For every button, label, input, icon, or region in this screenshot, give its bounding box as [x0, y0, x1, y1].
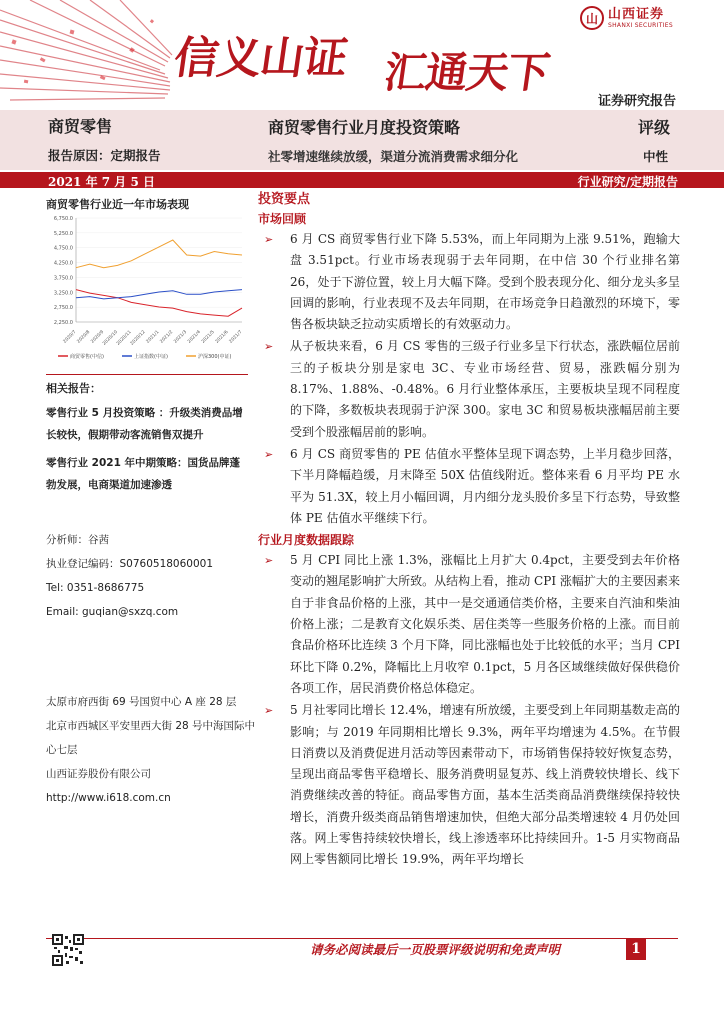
- chart-series-line: [76, 240, 242, 268]
- company-logo: [580, 6, 673, 30]
- chart-x-tick-label: 2020/7: [62, 329, 78, 345]
- bullet-paragraph: ➢ 6 月 CS 商贸零售行业下降 5.53%，而上年同期为上涨 9.51%，跑输大盘 3.51pct。行业市场表现弱于去年同期，在中信 30 个行业排名第 26，处于下游位置，较上月大幅下降。受到个股表现分化、细分龙头多呈回调的影响，行业表现不及去年同期，在市场竞争日趋激烈的环境下，零售各板块缺乏拉动实质增长的有效驱动力。: [258, 229, 680, 335]
- report-type: 行业研究/定期报告: [577, 175, 678, 189]
- chart-svg: [46, 210, 248, 368]
- chart-x-tick-label: 2021/4: [187, 329, 202, 345]
- chart-x-tick-label: 2021/6: [214, 329, 230, 345]
- chart-x-tick-label: 2020/8: [76, 329, 92, 345]
- company-info: [46, 690, 256, 810]
- report-title: 商贸零售行业月度投资策略: [268, 118, 461, 137]
- sector-label: 商贸零售: [48, 117, 113, 136]
- related-reports-header: 相关报告：: [46, 382, 101, 395]
- market-performance-chart: [46, 210, 248, 368]
- logo-name-cn: 山西证券: [608, 6, 665, 22]
- chart-y-tick-label: 3,750.0: [53, 275, 73, 282]
- bullet-paragraph: ➢ 5 月社零同比增长 12.4%，增速有所放缓，主要受到上年同期基数走高的影响；与 2019 年同期相比增长 9.3%，两年平均增速为 4.5%。在节假日消费以及消费促进月活动等因素带动下，市场销售保持较好恢复态势，呈现出商品零售平稳增长、服务消费明显复苏、线上消费较快增长、线下消费继续改善的特征。商品零售方面，基本生活类商品消费继续保持较快增长，消费升级类商品销售增速加快，但绝大部分品类增速较 4 月仍处回落。网上零售持续较快增长，线上渗透率环比持续回升。1-5 月实物商品网上零售额同比增长 19.9%，两年平均增长: [258, 700, 680, 870]
- footer-disclaimer: 请务必阅读最后一页股票评级说明和免责声明: [310, 942, 561, 957]
- report-date: 2021 年 7 月 5 日: [48, 175, 155, 189]
- chart-series-line: [76, 290, 242, 317]
- bullet-paragraph: ➢ 6 月 CS 商贸零售的 PE 估值水平整体呈现下调态势，上半月稳步回落，下半月降幅趋缓，月末降至 50X 估值线附近。整体来看 6 月平均 PE 水平为 51.3X，较上月小幅回调，月内细分龙头股价多呈下行态势，导致整体 PE 估值水平继续下行。: [258, 444, 680, 529]
- chart-x-tick-label: 2020/12: [129, 329, 147, 347]
- chart-y-tick-label: 4,250.0: [53, 260, 73, 267]
- chart-x-tick-label: 2020/10: [102, 329, 119, 347]
- bullet-paragraph: ➢ 从子板块来看，6 月 CS 零售的三级子行业多呈下行状态，涨跌幅位居前三的子板块分别是家电 3C、专业市场经营、贸易，涨跌幅分别为 8.17%、1.88%、-0.48%。6 月行业整体承压，主要板块呈现不同程度的下降，多数板块表现弱于沪深 300。家电 3C 和贸易板块涨幅居前主要受到个股涨幅居前的影响。: [258, 336, 680, 442]
- qr-code-icon: [52, 934, 84, 966]
- chart-legend-label: 上证指数(中证): [134, 354, 168, 360]
- company-name: 山西证券股份有限公司: [46, 768, 151, 780]
- logo-mark-icon: 山: [580, 6, 604, 30]
- date-bar: [0, 172, 724, 188]
- chart-legend-label: 商贸零售(中信): [70, 354, 104, 360]
- tracking-header: 行业月度数据跟踪: [258, 533, 355, 548]
- chart-x-tick-label: 2021/3: [173, 329, 189, 345]
- bullet-arrow-icon: ➢: [264, 704, 274, 718]
- analyst-email[interactable]: Email: guqian@sxzq.com: [46, 606, 179, 618]
- chart-y-tick-label: 4,750.0: [53, 245, 73, 252]
- market-review-header: 市场回顾: [258, 212, 307, 226]
- address-beijing: 北京市西城区平安里西大街 28 号中海国际中心七层: [46, 720, 256, 756]
- left-sidebar: [46, 192, 248, 496]
- page-number: 1: [626, 938, 646, 960]
- address-taiyuan: 太原市府西街 69 号国贸中心 A 座 28 层: [46, 696, 237, 708]
- chart-x-tick-label: 2021/2: [159, 329, 175, 345]
- chart-y-tick-label: 6,750.0: [53, 216, 73, 222]
- analyst-name: 分析师：谷茜: [46, 534, 109, 546]
- logo-name-en: SHANXI SECURITIES: [608, 21, 673, 29]
- main-content: [258, 192, 680, 871]
- chart-y-tick-label: 3,250.0: [53, 290, 73, 297]
- bullet-paragraph: ➢ 5 月 CPI 同比上涨 1.3%，涨幅比上月扩大 0.4pct，主要受到去年价格变动的翘尾影响扩大所致。从结构上看，推动 CPI 涨幅扩大的主要因素来自于非食品价格的上涨，其中一是交通通信类价格，主要来自汽油和柴油价格上涨；二是教育文化娱乐类、居住类等一些服务价格的上涨。而目前食品价格环比连续 3 个月下降，同比涨幅也处于比较低的水平；当月 CPI 环比下降 0.2%，降幅比上月收窄 0.1pct，5 月各区域继续做好保供稳价各项工作，居民消费价格总体稳定。: [258, 550, 680, 699]
- analyst-info: [46, 528, 256, 624]
- report-subtitle: 社零增速继续放缓，渠道分流消费需求细分化: [268, 149, 519, 164]
- related-report-link[interactable]: 零售行业 2021 年中期策略：国货品牌蓬勃发展，电商渠道加速渗透: [46, 457, 241, 491]
- bullet-arrow-icon: ➢: [264, 340, 274, 354]
- report-reason: 报告原因：定期报告: [48, 148, 161, 163]
- chart-y-tick-label: 2,750.0: [53, 305, 73, 312]
- related-report-link[interactable]: 零售行业 5 月投资策略 ：升级类消费品增长较快，假期带动客流销售双提升: [46, 407, 243, 441]
- chart-y-tick-label: 5,250.0: [53, 230, 73, 237]
- section-title: 投资要点: [258, 192, 311, 207]
- bullet-arrow-icon: ➢: [264, 554, 274, 568]
- analyst-license: 执业登记编码：S0760518060001: [46, 558, 214, 570]
- report-kind: 证券研究报告: [597, 94, 676, 108]
- slogan-left: 信义山证: [170, 33, 350, 84]
- company-website[interactable]: http://www.i618.com.cn: [46, 792, 171, 804]
- chart-title: 商贸零售行业近一年市场表现: [46, 198, 189, 211]
- chart-x-tick-label: 2021/5: [201, 329, 216, 345]
- analyst-tel: Tel: 0351-8686775: [46, 582, 145, 594]
- chart-y-tick-label: 2,250.0: [53, 320, 73, 326]
- slogan-right: 汇通天下: [381, 48, 553, 97]
- chart-x-tick-label: 2020/11: [115, 329, 133, 347]
- rating-label: 评级: [638, 118, 671, 137]
- bullet-arrow-icon: ➢: [264, 447, 274, 461]
- chart-series-line: [76, 290, 242, 299]
- title-band: [0, 110, 724, 170]
- bullet-arrow-icon: ➢: [264, 233, 274, 246]
- chart-legend-label: 沪深300(中证): [198, 354, 232, 360]
- header-banner: [0, 0, 724, 108]
- chart-x-tick-label: 2021/7: [228, 329, 244, 345]
- chart-divider: [46, 374, 248, 375]
- chart-x-tick-label: 2021/1: [145, 329, 161, 345]
- footer-divider: [46, 938, 678, 939]
- chart-x-tick-label: 2020/9: [90, 329, 106, 345]
- rating-value: 中性: [643, 149, 669, 164]
